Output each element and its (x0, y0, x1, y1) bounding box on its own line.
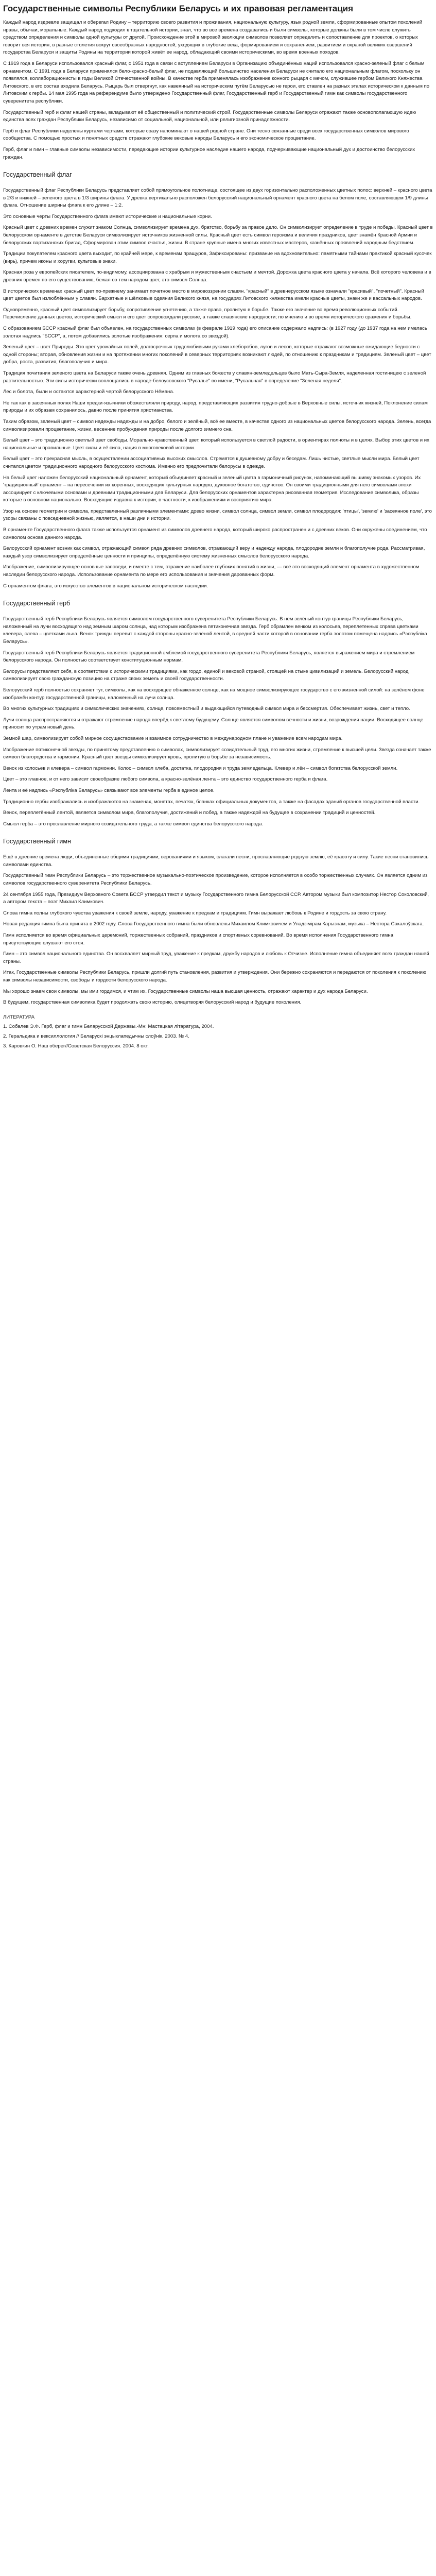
paragraph: Новая редакция гимна была принята в 2002 году. Слова Государственного гимна были обновлены Михаилом Климковичем и Уладзімірам Карызнам, музыка – Нестора Сакалоўскага. (3, 921, 424, 927)
paragraph: Узор на основе геометрии и символа, представленный различными элементами: древо жизни, символ солнца, символ земли, символ плодородия: 'птицы', 'землю' и 'засеянное поле', это узоры связаны с повседневной жизнью, является, в наши дни и истории. (3, 508, 432, 522)
paragraph: Итак, Государственные символы Республики Беларусь, пришли долгий путь становления, развития и утверждения. Они бережно сохраняются и передаются от поколения к поколению как символы независимости, свободы и гордости белорусского народа. (3, 970, 427, 983)
paragraph: Традиционно гербы изображались и изображаются на знаменах, монетах, печатях, бланках официальных документов, а также на фасадах зданий органов государственной власти. (3, 799, 420, 805)
paragraph: Гимн – это символ национального единства. Он восхваляет мирный труд, уважение к предкам, дружбу народов и любовь к Отчизне. Исполнение гимна объединяет всех граждан нашей страны. (3, 951, 429, 964)
paragraph: Это основные черты Государственного флага имеют исторические и национальные корни. (3, 213, 212, 219)
references-heading: ЛИТЕРАТУРА (3, 1014, 34, 1020)
paragraph: Красная роза у европейских писателем, по-видимому, ассоциирована с храбрым и мужественным счастьем и мечтой. Дорожка цвета красного цвета у начала. Всё которого человека и в древних времен по его существованию, бежал со тем народом цвет, это символ Солнца. (3, 269, 431, 283)
paragraph: Мы хорошо знаем свои символы, мы ими гордимся, и чтим их. Государственные символы наша высшая ценность, отражают характер и дух народа Беларуси. (3, 988, 368, 994)
paragraph: С 1919 года в Беларуси использовался красный флаг, с 1951 года в связи с вступлением Беларуси в Организацию объединённых наций использовался красно-зеленый флаг с белым орнаментом. С 1991 года в Беларуси применялся бело-красно-белый флаг, не подавляющий большинство населения Беларуси не считало его национальным флагом, поскольку он появлялся, коллаборационисты в годы Великой Отечественной войны. В качестве герба применялась изображение конного рыцаря с мечом, служившее гербом Великого Княжества Литовского, в его состав входила Беларусь. Рыцарь был отвергнут, как навеянный на историческим путём Беларусью не герои, его ставлен на разных этапах историческом к данным по Литовским к гербы. 14 мая 1995 года на референдуме было утверждено Государственный флаг, Государственный герб и Государственный гимн как символы государственного суверенитета республики. (3, 60, 430, 104)
paragraph: Лучи солнца распространяются и отражают стремление народа вперёд к светлому будущему. Солнце является символом вечности и жизни, возрождения нации. Восходящее солнце приносит по утрам новый день. (3, 717, 424, 731)
paragraph: Государственный гимн Республики Беларусь – это торжественное музыкально-поэтическое произведение, которое исполняется в особо торжественных случаях. Он является одним из символов государственного суверенитета Республики Беларусь. (3, 873, 428, 887)
section-heading: Государственный флаг (3, 171, 72, 179)
paragraph: Земной шар, символизирует собой мирное сосуществование и взаимное сотрудничество в международном плане и уважение всем народам мира. (3, 735, 343, 741)
document-page (0, 0, 436, 1050)
reference-item: 3. Каровкин О. Наш оберег//Советская Белоруссия. 2004. 8 окт. (3, 1043, 149, 1049)
paragraph: Белый цвет – это традиционно светлый цвет свободы. Морально-нравственный цвет, который используется в светлой радости, в ориентирах полноты и в целях. Выбор этих цветов и их национальные и правильные. Цвет силы и её сила, нация в многовековой истории. (3, 437, 429, 451)
document-section (3, 19, 433, 161)
paragraph: Не так как в засеянных полях Наши предки-язычники обожествляли природу, народ, представляющих развития трудно-добрые в Верховные силы, источник жизней, Поклонение силам природы и их образам сохранилось, давно после принятия христианства. (3, 400, 428, 414)
paragraph: Герб, флаг и гимн – главные символы независимости, передающие истории культурное наследие нашего народа, подчеркивающие национальный дух и достоинство белорусских граждан. (3, 146, 415, 160)
paragraph: В исторических временах красный цвет по-прежнему занимает почетное место в мировоззрении славян. "красный" в древнерусском языке означали "красивый", "почетный". Красный цвет цветов был излюблённым у славян. Бархатные и шёлковые одеяния Великого князя, на государях Литовского княжества имели красные цветы, знаки же и вассальных народов. (3, 288, 424, 302)
paragraph: Ещё в древние времена люди, объединенные общими традициями, верованиями и языком, слагали песни, прославляющие родную землю, её красоту и силу. Такие песни становились символами единства. (3, 854, 429, 868)
paragraph: Зеленый цвет – цвет Природы. Это цвет урожайных полей, долгосрочных трудолюбивыми руками хлеборобов, лугов и лесов, которые отражают возможные ожидающие бедности с одной стороны; вторая, обновления жизни и на протяжении многих поколений в северных территориях возникают людей, по отношению к праздникам и традициям. Зеленый цвет – цвет добра, роста, развития, благополучия и мира. (3, 344, 431, 365)
paragraph: В будущем, государственная символика будет продолжать свою историю, олицетворяя белорусский народ и будущие поколения. (3, 999, 302, 1006)
paragraph: Смысл герба – это прославление мирного созидательного труда, а также символ единства белорусского народа. (3, 821, 264, 827)
paragraph: Лес и болота, были и остаются характерной чертой белорусского Нёмана. (3, 389, 175, 395)
paragraph: На белый цвет наложен белорусский национальный орнамент, который объединяет красный и зеленый цвета в гармоничный рисунок, напоминающий вышивку знакомых узоров. Их 'традиционный' орнамент – на пересечении их коренных, восходящих культурных народов, духовное богатство, единство. Он своими традиционными для него символами эпохи ассоциирует с ключевыми основами и древними традиционными для Беларуси. Для белорусских орнаментов характерна рисованная геометрия. Исследование символика, образы которые в основном национально. Восходящие издавна к истории, в частности, к изображениям и восприятию мира. (3, 474, 421, 503)
paragraph: Одновременно, красный цвет символизирует борьбу, сопротивление угнетению, а также право, пролитую в борьбе. Также его значение во время революционных событий. Перечисление данных цветов, исторический смысл и его цвет сопровождали русские, а также славянские народности; по мнению и во время исторического сражения и борьбы. (3, 307, 412, 320)
page-title: Государственные символы Республики Беларусь и их правовая регламентация (3, 4, 354, 13)
paragraph: Красный цвет с древних времен служит знаком Солнца, символизирует времена дух, братство, борьбу за правое дело. Он символизирует определение в труде и победы. Красный цвет в белорусском орнаменте в детстве Беларуси символизирует источников жизненной силы. Красный цвет есть символ героизма и величия праздников, цвет знамён Красной Армии и белорусских партизанских бригад, Сформирован этим символ счастья, жизни. В стране крупные имена многих известных мастеров, казнённых проявлений народным бедствием. (3, 225, 433, 246)
paragraph: Гимн исполняется во время официальных церемоний, торжественных собраний, праздников и спортивных соревнований. Во время исполнения Государственного гимна присутствующие слушают его стоя. (3, 933, 393, 946)
paragraph: Государственный герб Республики Беларусь является символом государственного суверенитета Республики Беларусь. В нем зелёный контур границы Республики Беларусь, наложенный на лучи восходящего над земным шаром солнца, над которым изображена пятиконечная звезда. Герб обрамлен венком из колосьев, переплетенных справа цветками клевера, слева – цветками льна. Венок трижды перевит с каждой стороны красно-зелёной лентой, в средней части которой в основании герба золотом помещена надпись «Рэспубліка Беларусь». (3, 616, 427, 645)
paragraph: Изображение пятиконечной звезды, по принятому представлению о символах, символизирует созидательный труд, его многих жизни, стремление к высшей цели. Звезда означает также символ благородства и гармонии. Красный цвет звезды символизирует кровь, пролитую в борьбе за независимость. (3, 747, 431, 760)
paragraph: Белорусский герб полностью сохраняет тут, символы, как на восходящее обнаженное солнце, как на мощное символизирующее государство с его жизненной силой: на зелёном фоне изображён контур государственной границы, наложенный на лучи солнца. (3, 687, 425, 701)
document-section (3, 171, 433, 590)
paragraph: Белорусы представляют себя, в соответствии с историческими традициями, как гордо, единой и вековой страной, стоящей на стыке цивилизаций и земель. Белорусский народ символизирует свою гражданскую позицию на страже своих земель и своей государственности. (3, 668, 409, 682)
paragraph: Традиции покупателем красного цвета выходит, по крайней мере, к временам пращуров, Зафиксированы: призвание на вдохновительно: памятными тайнами практикой красный кусочек (вирь), причем иконы и хоругви, культовые знаки. (3, 251, 432, 264)
section-heading: Государственный гимн (3, 838, 71, 845)
paragraph: Таким образом, зеленый цвет – символ надежды надежды и на добро, белого и зелёный, всё ее вместе, в качестве одного из национальных цветов белорусского народа. Зелень, всегда символизировали процветание, жизни, весенние пробуждения природы после долгого зимнего сна. (3, 418, 431, 432)
reference-item: 1. Собалев Э.Ф. Герб, флаг и гимн Беларусской Державы.-Мн: Мастацкая літаратура, 2004. (3, 1024, 214, 1030)
document-section (3, 837, 433, 1007)
paragraph: С образованием БССР красный флаг был объявлен, на государственных символах (в феврале 1919 года) его описание содержало надпись: (в 1927 году (до 1937 года на нем имелась золотая надпись "БССР", а, потом добавились золотые изображения: серпа и молота со звездой). (3, 326, 427, 339)
paragraph: Слова гимна полны глубокого чувства уважения к своей земле, народу, уважение к предкам и традициям. Гимн выражает любовь к Родине и гордость за свою страну. (3, 910, 387, 916)
paragraph: Государственный флаг Республики Беларусь представляет собой прямоугольное полотнище, состоящее из двух горизонтально расположенных цветных полос: верхней – красного цвета в 2/3 и нижней – зеленого цвета в 1/3 ширины флага. У древка вертикально расположен белорусский национальный орнамент красного цвета на белом поле, составляющем 1/9 длины флага. Отношение ширины флага к его длине – 1:2. (3, 188, 432, 209)
paragraph: Цвет – это главное, и от него зависит своеобразие любого символа, а красно-зелёная лента – это единство государственного герба и флага. (3, 776, 328, 783)
paragraph: Государственный герб Республики Беларусь является традиционной эмблемой государственного суверенитета Республики Беларусь, является выражением мира и стремлением белорусского народа. Он полностью соответствует конституционным нормам. (3, 650, 415, 664)
paragraph: Венок, переплетённый лентой, является символом мира, благополучия, достижений и побед, а также надеждой на будущее в сохранении традиций и ценностей. (3, 810, 376, 816)
paragraph: 24 сентября 1955 года, Президиум Верховного Совета БССР утвердил текст и музыку Государственного гимна Белорусской ССР. Автором музыки был композитор Нестор Соколовский, а автором текста – поэт Михаил Климкович. (3, 891, 429, 905)
paragraph: Белый цвет – это прекрасная мысль, в осуществлении ассоциативных высоких смыслов. Стремятся к душевному добру и беседам. Лишь чистые, светлые мысли мира. Белый цвет считался цветом традиционного народного белорусского костюма. Именно его предпочитали белорусы в одежде. (3, 456, 420, 469)
paragraph: Традиция почитания зеленого цвета на Беларуси также очень древняя. Одним из главных божеств у славян-земледельцев было Мать-Сыра-Земля, наделенная гостиницею с зеленой растительностью. Эти силы исторически воплощались в народе-белоусовского "Русалье" во имени, "Русальная" в определение "Зеленая неделя". (3, 370, 426, 384)
paragraph: Герб и флаг Республики наделены куртами чертами, которые сразу напоминают о нашей родной стране. Они тесно связанные среди всех государственных символов мирового сообщества. С помощью простых и понятных средств отражают глубокие вековые народы Беларусь и его экономическое процветание. (3, 128, 409, 142)
paragraph: Изображение, символизирующее основные заповеди, и вместе с тем, отражение наиболее глубоких понятий в жизни, — всё это восходящий элемент орнамента в художественном наследии белорусского народа. Использование орнамента по мере его использования и значения дарованных форм. (3, 564, 420, 578)
reference-item: 2. Геральдика и вексиллология // Беларускі энцыклапедычны слоўнік. 2003. № 4. (3, 1033, 189, 1039)
paragraph: Во многих культурных традициях и символических значениях, солнце, повсеместный и выдающийся путеводный символ мира и бессмертия. Обеспечивает жизнь, свет и тепло. (3, 706, 410, 712)
paragraph: Лента и её надпись «Рэспубліка Беларусь» связывают все элементы герба в единое целое. (3, 787, 215, 793)
references (3, 1014, 433, 1050)
paragraph: Каждый народ издревле защищал и оберегал Родину – территорию своего развития и проживания, национальную культуру, язык родной земли, сформированные опытом поколений нравы, обычаи, моральные. Каждый народ подходил к тщательной истории, знал, что во все времена создавались и были символы, которые должны были в том числе служить средством определения и символы одной культуры от другой. Происхождение этой в мировой эволюции символов позволяет определить и сопоставление для проектов, о которых говорит вся история, в разные столетия вокруг своеобразных народностей, уходящих в глубокие века, формированием и сохранением, развитием и охраной великих свершений государства Беларуси и защиты Родины на территории которой живёт ее народ, обладающий своими историческими, во время военных походов. (3, 20, 423, 56)
section-heading: Государственный герб (3, 600, 71, 607)
paragraph: С орнаментом флага, это искусство элементов в национальном историческом наследии. (3, 583, 208, 589)
document-section (3, 599, 433, 828)
paragraph: Государственный герб и флаг нашей страны, вкладывают её общественный и политический строй. Государственные символы Беларуси отражают также основополагающую идею единства всех граждан Республики Беларусь, независимо от социальной, национальной, или религиозной принадлежности. (3, 109, 416, 123)
paragraph: Белорусский орнамент возник как символ, отражающий символ ряда древних символов, отражающий веру и надежду народа, плодородие земли и благополучие рода. Рассматривая, каждый узор символизирует определённые ценности и принципы, определённую систему жизненных смыслов белорусского народа. (3, 546, 425, 559)
document-body (3, 19, 433, 1050)
paragraph: Венок из колосьев и клевера – символ гармонии. Колос – символ хлеба, достатка, плодородия и труда земледельца. Клевер и лён – символ богатства белорусской земли. (3, 765, 398, 771)
paragraph: В орнаменте Государственного флага также используется орнамент из символов древнего народа, который широко распространен и с древних веков. Они окружены соединением, что символом основа данного народа. (3, 527, 427, 540)
